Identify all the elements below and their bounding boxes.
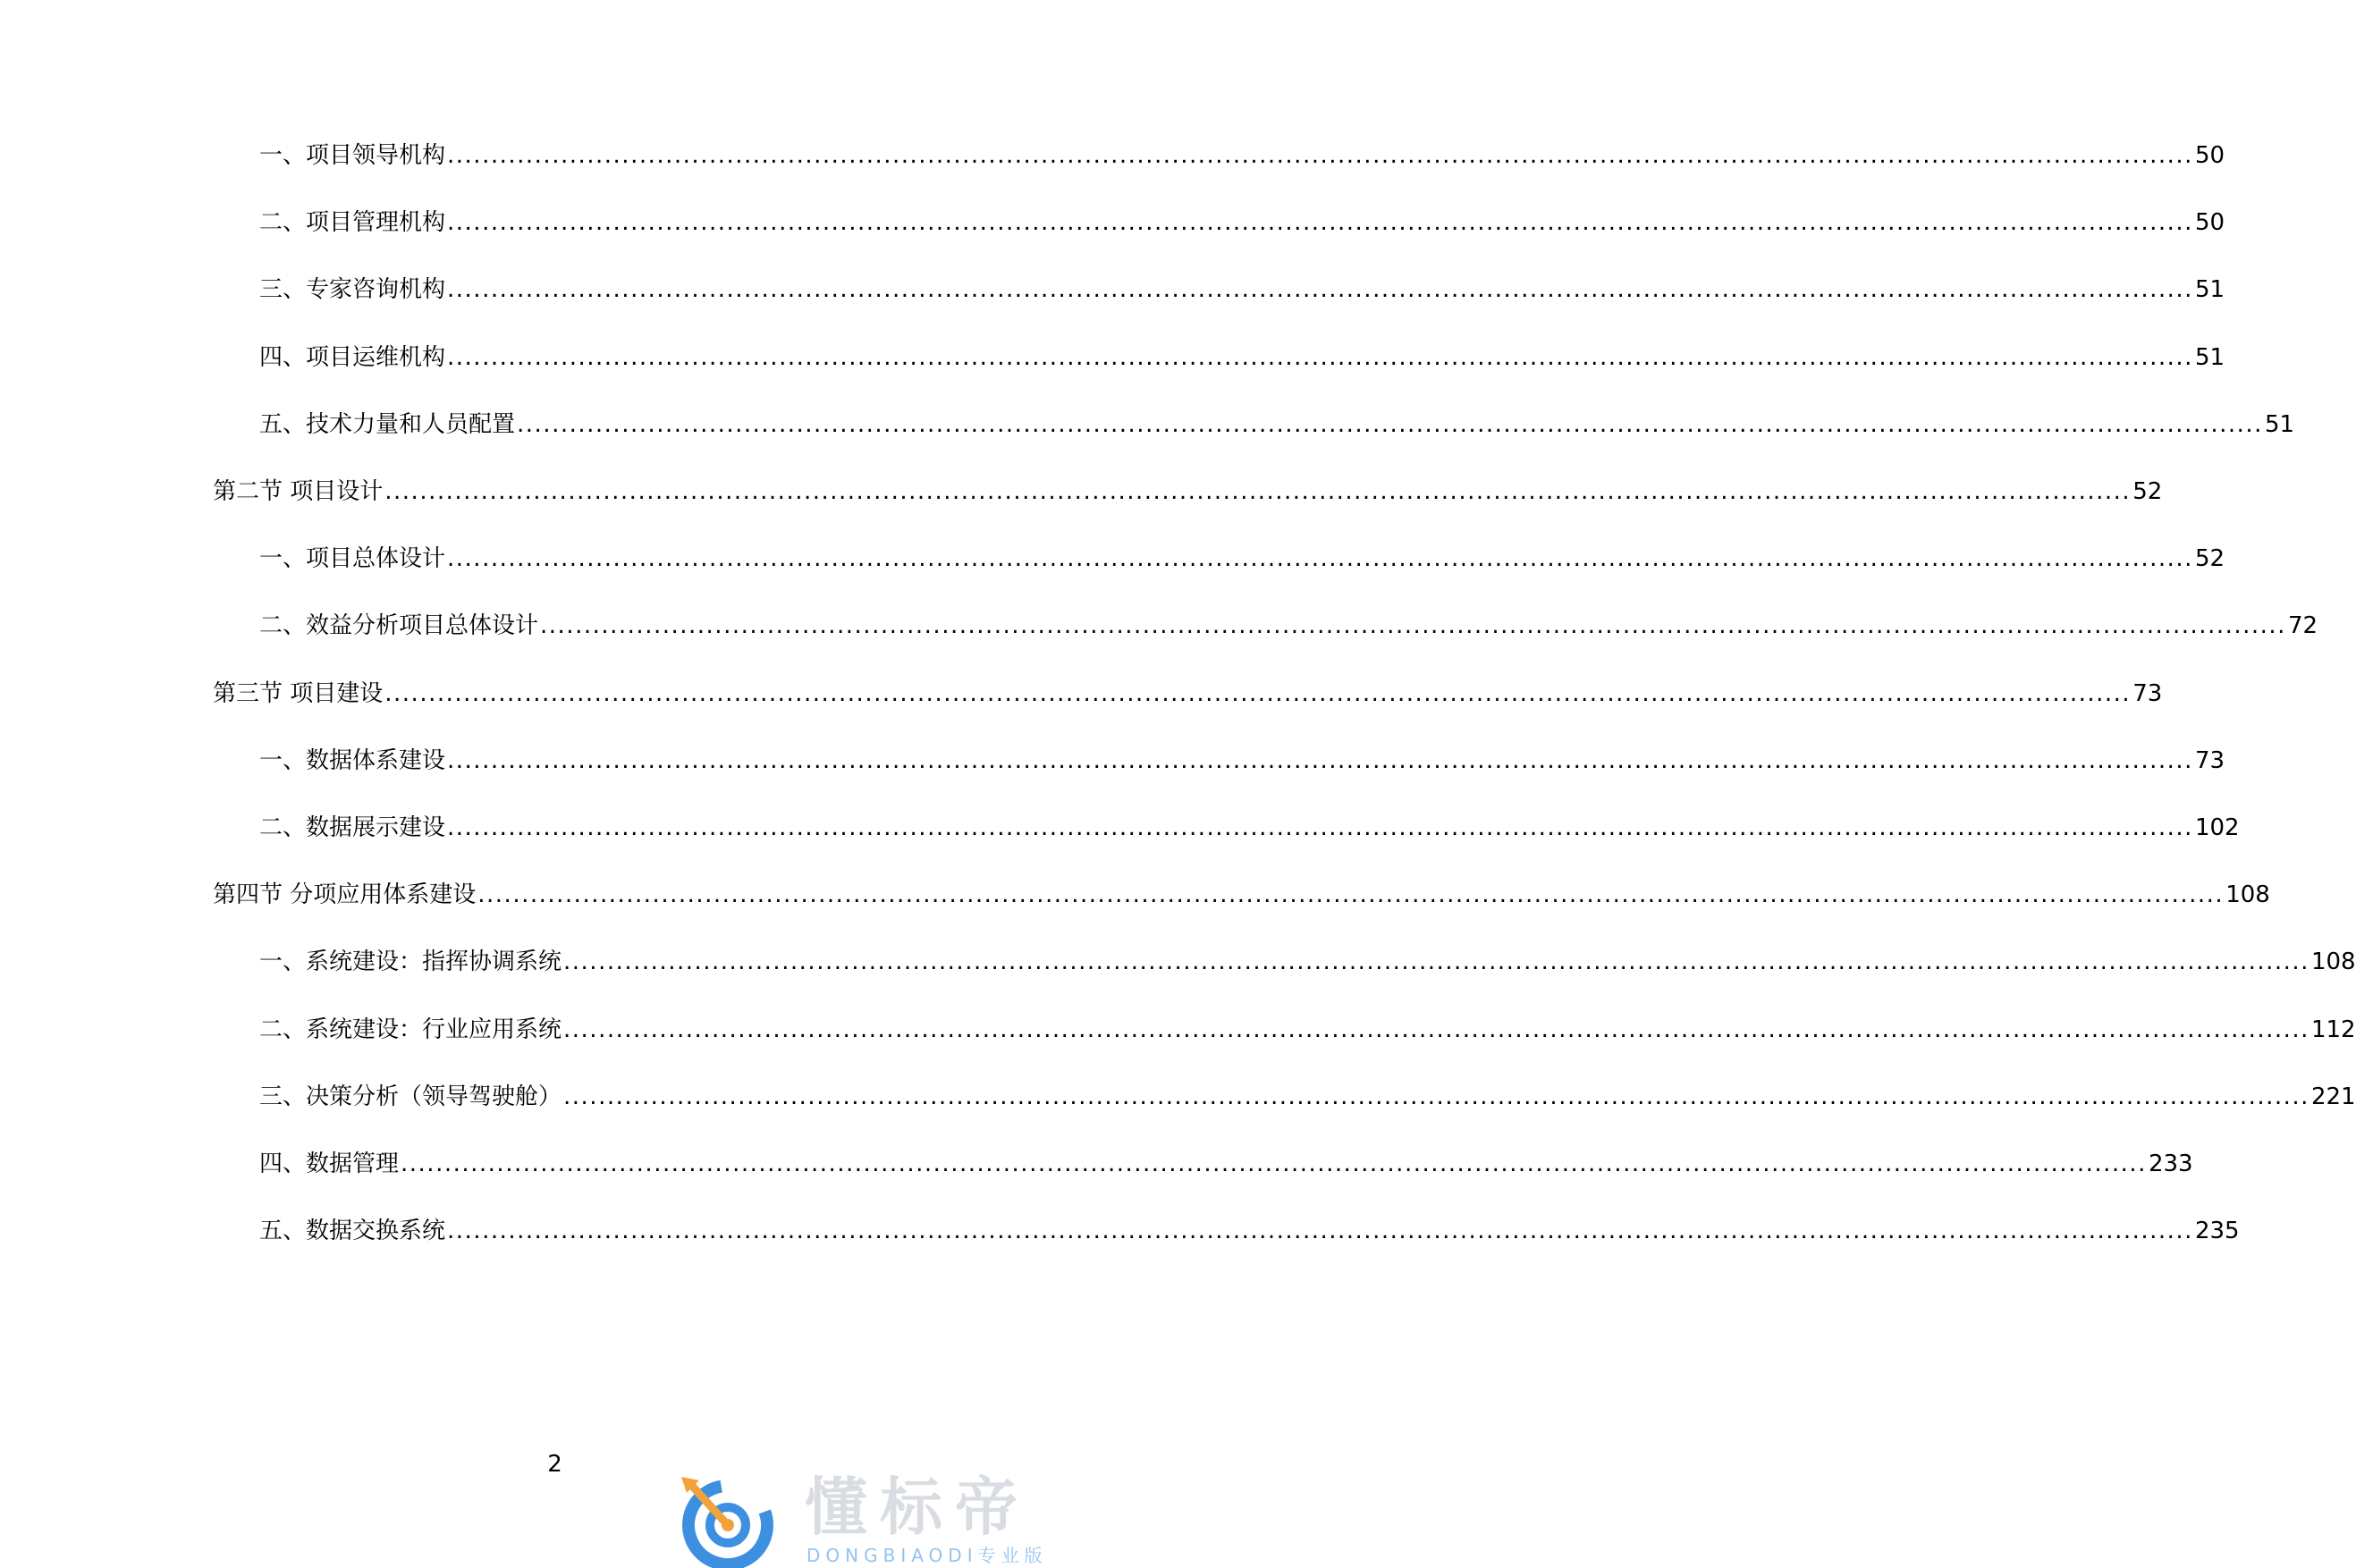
toc-subsection-entry — [259, 1213, 2240, 1249]
toc-entry-page: 51 — [2194, 276, 2225, 303]
toc-subsection-entry — [259, 407, 2295, 443]
toc-dot-leader: ........................................................................................................................................................................................................ — [447, 545, 2193, 572]
toc-entry-label: 四、数据管理 — [259, 1151, 400, 1177]
watermark-subtitle: DONGBIAODI专业版 — [806, 1545, 1048, 1566]
toc-entry-label: 一、项目总体设计 — [259, 545, 446, 572]
toc-entry-page: 73 — [2194, 747, 2225, 774]
toc-dot-leader: ........................................................................................................................................................................................................ — [447, 142, 2193, 169]
toc-entry-page: 72 — [2287, 612, 2318, 639]
toc-entry-label: 二、系统建设：行业应用系统 — [259, 1016, 562, 1043]
toc-entry-label: 五、技术力量和人员配置 — [259, 411, 516, 438]
toc-dot-leader: ........................................................................................................................................................................................................ — [384, 478, 2132, 505]
toc-section-entry — [213, 676, 2163, 712]
toc-entry-page: 112 — [2310, 1016, 2356, 1043]
toc-dot-leader: ........................................................................................................................................................................................................ — [447, 747, 2193, 774]
toc-entry-label: 一、项目领导机构 — [259, 142, 446, 169]
toc-dot-leader: ........................................................................................................................................................................................................ — [384, 680, 2132, 707]
toc-entry-label: 第三节 项目建设 — [213, 680, 384, 707]
toc-entry-page: 51 — [2194, 344, 2225, 371]
page-number: 2 — [547, 1451, 562, 1478]
toc-entry-page: 102 — [2194, 814, 2240, 841]
toc-dot-leader: ........................................................................................................................................................................................................ — [447, 1218, 2193, 1244]
toc-subsection-entry — [259, 743, 2225, 779]
toc-subsection-entry — [259, 810, 2240, 846]
toc-dot-leader: ........................................................................................................................................................................................................ — [563, 948, 2310, 975]
toc-dot-leader: ........................................................................................................................................................................................................ — [447, 276, 2193, 303]
toc-entry-page: 50 — [2194, 209, 2225, 236]
toc-entry-label: 二、项目管理机构 — [259, 209, 446, 236]
toc-entry-label: 三、决策分析（领导驾驶舱） — [259, 1083, 562, 1110]
toc-dot-leader: ........................................................................................................................................................................................................ — [447, 814, 2193, 841]
toc-entry-page: 50 — [2194, 142, 2225, 169]
toc-entry-page: 221 — [2310, 1083, 2356, 1110]
target-dart-icon — [672, 1468, 780, 1568]
watermark-title: 懂标帝 — [805, 1471, 1030, 1544]
toc-entry-label: 四、项目运维机构 — [259, 344, 446, 371]
toc-entry-label: 第四节 分项应用体系建设 — [213, 881, 477, 908]
toc-entry-page: 51 — [2264, 411, 2295, 438]
toc-entry-label: 一、数据体系建设 — [259, 747, 446, 774]
toc-dot-leader: ........................................................................................................................................................................................................ — [477, 881, 2225, 908]
toc-dot-leader: ........................................................................................................................................................................................................ — [563, 1083, 2310, 1110]
toc-subsection-entry — [259, 608, 2318, 644]
toc-entry-page: 108 — [2225, 881, 2270, 908]
toc-entry-page: 52 — [2132, 478, 2163, 505]
toc-entry-label: 第二节 项目设计 — [213, 478, 384, 505]
toc-entry-label: 一、系统建设：指挥协调系统 — [259, 948, 562, 975]
toc-entry-page: 108 — [2310, 948, 2356, 975]
toc-subsection-entry — [259, 205, 2225, 240]
toc-entry-label: 五、数据交换系统 — [259, 1218, 446, 1244]
toc-dot-leader: ........................................................................................................................................................................................................ — [563, 1016, 2310, 1043]
toc-subsection-entry — [259, 340, 2225, 375]
toc-dot-leader: ........................................................................................................................................................................................................ — [540, 612, 2286, 639]
toc-subsection-entry — [259, 1079, 2356, 1115]
watermark-logo — [672, 1468, 1102, 1568]
toc-dot-leader: ........................................................................................................................................................................................................ — [401, 1151, 2147, 1177]
toc-entry-page: 235 — [2194, 1218, 2240, 1244]
toc-subsection-entry — [259, 272, 2225, 308]
toc-entry-page: 52 — [2194, 545, 2225, 572]
toc-section-entry — [213, 474, 2163, 510]
toc-entry-label: 三、专家咨询机构 — [259, 276, 446, 303]
toc-subsection-entry — [259, 138, 2225, 173]
toc-dot-leader: ........................................................................................................................................................................................................ — [447, 344, 2193, 371]
toc-entry-label: 二、效益分析项目总体设计 — [259, 612, 539, 639]
toc-subsection-entry — [259, 1012, 2356, 1048]
toc-subsection-entry — [259, 541, 2225, 577]
toc-subsection-entry — [259, 944, 2356, 980]
toc-subsection-entry — [259, 1146, 2193, 1182]
toc-dot-leader: ........................................................................................................................................................................................................ — [517, 411, 2263, 438]
toc-entry-page: 73 — [2132, 680, 2163, 707]
toc-section-entry — [213, 877, 2270, 913]
toc-entry-page: 233 — [2148, 1151, 2193, 1177]
toc-dot-leader: ........................................................................................................................................................................................................ — [447, 209, 2193, 236]
toc-entry-label: 二、数据展示建设 — [259, 814, 446, 841]
